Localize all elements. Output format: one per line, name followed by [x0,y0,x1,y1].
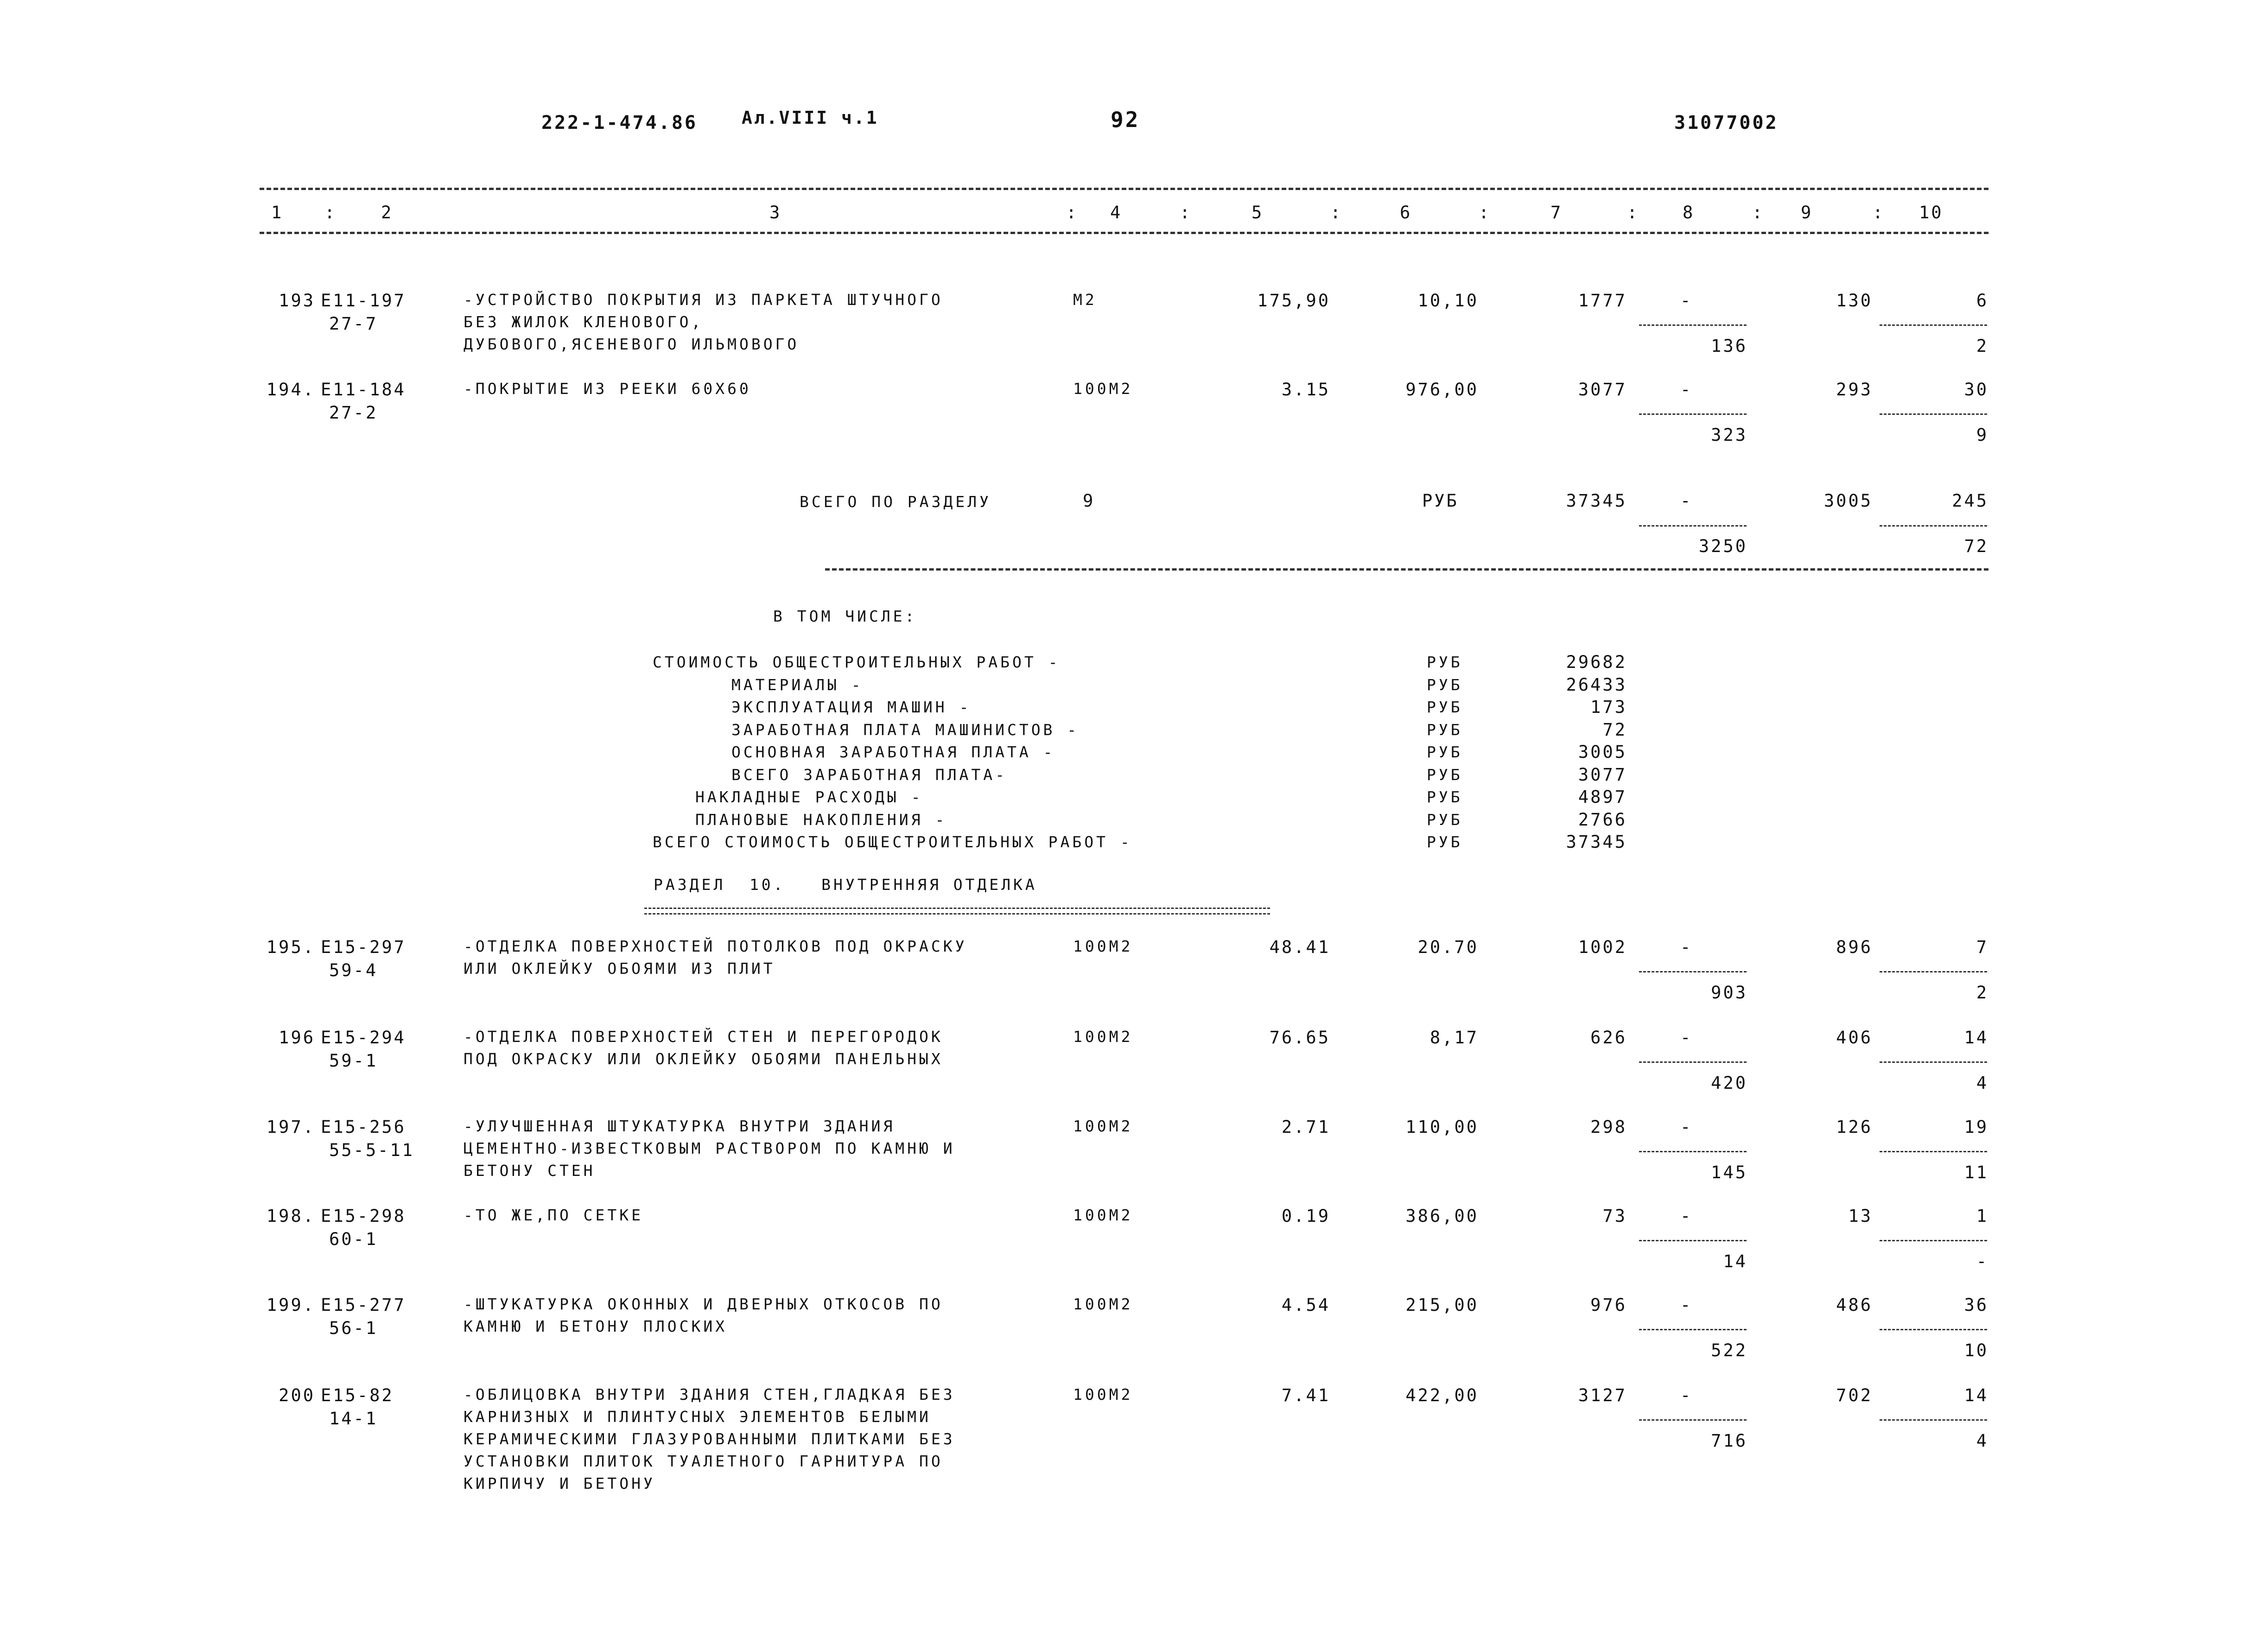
col10-top: 7 [1976,937,1988,957]
breakdown-label: ПЛАНОВЫЕ НАКОПЛЕНИЯ - [695,810,947,829]
section-total-number: 9 [1083,491,1095,511]
rate-code: Е15-256 [321,1117,406,1137]
col8-rule [1639,413,1747,415]
col8-top: - [1680,1295,1693,1315]
section-total-col10-rule [1880,525,1987,527]
col8-top: - [1680,380,1693,400]
unit-of-measure: 100М2 [1073,1295,1133,1313]
unit-price: 20.70 [1417,937,1479,957]
column-number: 1 [271,203,284,222]
section-total-label: ВСЕГО ПО РАЗДЕЛУ [800,493,991,511]
col9-value: 486 [1836,1295,1873,1315]
work-description: -ОБЛИЦОВКА ВНУТРИ ЗДАНИЯ СТЕН,ГЛАДКАЯ БЕЗ [464,1385,955,1404]
section-total-col10-bottom: 72 [1964,536,1988,556]
col10-rule [1880,1240,1987,1241]
row-number: 197. [266,1117,315,1137]
col8-bottom: 323 [1711,425,1747,445]
column-separator: : [1873,203,1885,222]
col10-rule [1880,1329,1987,1330]
section-total-rule [825,568,1988,571]
breakdown-label: СТОИМОСТЬ ОБЩЕСТРОИТЕЛЬНЫХ РАБОТ - [653,653,1061,671]
col8-rule [1639,1061,1747,1063]
rate-code: Е15-294 [321,1028,406,1048]
rate-code: Е15-298 [321,1206,406,1226]
rate-subcode: 59-4 [329,960,378,980]
breakdown-value: 3077 [1578,764,1627,785]
section-total-col10-top: 245 [1952,491,1988,511]
rate-subcode: 60-1 [329,1229,378,1249]
col8-rule [1639,971,1747,972]
col10-rule [1880,971,1987,972]
unit-price: 8,17 [1429,1028,1479,1048]
work-description: -ПОКРЫТИЕ ИЗ РЕЕКИ 60Х60 [464,380,751,398]
col8-bottom: 903 [1711,983,1747,1003]
row-number: 198. [266,1206,315,1226]
breakdown-value: 3005 [1578,742,1627,762]
column-number: 10 [1919,203,1944,222]
col10-top: 19 [1964,1117,1988,1137]
breakdown-label: ЗАРАБОТНАЯ ПЛАТА МАШИНИСТОВ - [731,720,1080,739]
col10-rule [1880,324,1987,326]
unit-price: 110,00 [1405,1117,1479,1137]
work-description: ДУБОВОГО,ЯСЕНЕВОГО ИЛЬМОВОГО [464,335,800,353]
work-description: БЕТОНУ СТЕН [464,1162,596,1180]
col10-bottom: 10 [1964,1340,1988,1360]
breakdown-unit: РУБ [1427,743,1463,761]
quantity: 4.54 [1281,1295,1330,1315]
unit-of-measure: 100М2 [1073,937,1133,955]
breakdown-label: НАКЛАДНЫЕ РАСХОДЫ - [695,788,923,806]
breakdown-unit: РУБ [1427,720,1463,739]
work-description: ПОД ОКРАСКУ ИЛИ ОКЛЕЙКУ ОБОЯМИ ПАНЕЛЬНЫХ [464,1050,943,1068]
section-total-unit: РУБ [1422,491,1459,511]
document-number: 31077002 [1674,112,1779,133]
row-number: 196 [279,1028,315,1048]
col10-rule [1880,1419,1987,1421]
breakdown-unit: РУБ [1427,788,1463,806]
column-separator: : [1752,203,1765,222]
row-number: 199. [266,1295,315,1315]
work-description: БЕЗ ЖИЛОК КЛЕНОВОГО, [464,313,704,331]
header-rule-bottom [260,232,1988,234]
work-description: -ТО ЖЕ,ПО СЕТКЕ [464,1206,644,1224]
quantity: 3.15 [1281,380,1330,400]
rate-subcode: 27-2 [329,403,378,423]
section-total-col8-bottom: 3250 [1698,536,1747,556]
col8-bottom: 420 [1711,1073,1747,1093]
rate-code: Е15-277 [321,1295,406,1315]
col10-bottom: 4 [1976,1073,1988,1093]
breakdown-unit: РУБ [1427,653,1463,671]
including-title: В ТОМ ЧИСЛЕ: [773,607,917,625]
column-number: 9 [1801,203,1813,222]
section-10-title: РАЗДЕЛ 10. ВНУТРЕННЯЯ ОТДЕЛКА [654,876,1037,894]
breakdown-unit: РУБ [1427,765,1463,784]
album-ref: Ал.VIII ч.1 [742,108,879,128]
column-separator: : [1066,203,1079,222]
column-number: 3 [769,203,782,222]
col8-rule [1639,1419,1747,1421]
breakdown-value: 26433 [1566,674,1627,695]
col10-bottom: - [1976,1251,1988,1271]
quantity: 175,90 [1257,291,1330,311]
work-description: -УСТРОЙСТВО ПОКРЫТИЯ ИЗ ПАРКЕТА ШТУЧНОГО [464,291,943,309]
row-number: 194. [266,380,315,400]
col10-top: 6 [1976,291,1988,311]
total-cost: 73 [1602,1206,1627,1226]
col9-value: 293 [1836,380,1873,400]
total-cost: 1777 [1578,291,1627,311]
col9-value: 702 [1836,1385,1873,1405]
unit-price: 215,00 [1405,1295,1479,1315]
column-separator: : [1180,203,1192,222]
col10-rule [1880,1151,1987,1152]
work-description: -ШТУКАТУРКА ОКОННЫХ И ДВЕРНЫХ ОТКОСОВ ПО [464,1295,943,1313]
breakdown-label: ЭКСПЛУАТАЦИЯ МАШИН - [731,698,972,716]
col9-value: 130 [1836,291,1873,311]
unit-price: 976,00 [1405,380,1479,400]
col10-bottom: 2 [1976,983,1988,1003]
work-description: -ОТДЕЛКА ПОВЕРХНОСТЕЙ ПОТОЛКОВ ПОД ОКРАСКУ [464,937,967,955]
work-description: -ОТДЕЛКА ПОВЕРХНОСТЕЙ СТЕН И ПЕРЕГОРОДОК [464,1028,943,1046]
breakdown-label: МАТЕРИАЛЫ - [731,675,864,694]
unit-price: 386,00 [1405,1206,1479,1226]
column-number: 8 [1683,203,1695,222]
quantity: 48.41 [1269,937,1330,957]
section-10-underline-2 [644,913,1270,915]
section-total-value: 37345 [1566,491,1627,511]
quantity: 76.65 [1269,1028,1330,1048]
work-description: КЕРАМИЧЕСКИМИ ГЛАЗУРОВАННЫМИ ПЛИТКАМИ БЕЗ [464,1430,955,1448]
column-number: 6 [1400,203,1412,222]
breakdown-value: 2766 [1578,809,1627,830]
unit-of-measure: 100М2 [1073,1028,1133,1046]
col8-rule [1639,1240,1747,1241]
document-code: 222-1-474.86 [541,112,698,133]
col10-top: 14 [1964,1028,1988,1048]
column-separator: : [324,203,337,222]
col8-top: - [1680,1028,1693,1048]
total-cost: 626 [1590,1028,1627,1048]
column-number: 2 [381,203,394,222]
work-description: КАРНИЗНЫХ И ПЛИНТУСНЫХ ЭЛЕМЕНТОВ БЕЛЫМИ [464,1408,931,1426]
row-number: 195. [266,937,315,957]
col8-bottom: 14 [1723,1251,1747,1271]
work-description: ЦЕМЕНТНО-ИЗВЕСТКОВЫМ РАСТВОРОМ ПО КАМНЮ И [464,1139,955,1157]
rate-code: Е11-184 [321,380,406,400]
row-number: 193 [279,291,315,311]
unit-of-measure: 100М2 [1073,1206,1133,1224]
total-cost: 3127 [1578,1385,1627,1405]
col9-value: 126 [1836,1117,1873,1137]
column-separator: : [1627,203,1639,222]
total-cost: 3077 [1578,380,1627,400]
breakdown-label: ВСЕГО ЗАРАБОТНАЯ ПЛАТА- [731,765,1007,784]
col10-bottom: 4 [1976,1431,1988,1451]
breakdown-value: 72 [1602,719,1627,740]
breakdown-value: 37345 [1566,832,1627,852]
col9-value: 406 [1836,1028,1873,1048]
total-cost: 298 [1590,1117,1627,1137]
rate-code: Е11-197 [321,291,406,311]
col8-bottom: 522 [1711,1340,1747,1360]
col10-rule [1880,1061,1987,1063]
unit-of-measure: М2 [1073,291,1097,309]
work-description: ИЛИ ОКЛЕЙКУ ОБОЯМИ ИЗ ПЛИТ [464,959,775,978]
header-rule-top [260,188,1988,190]
work-description: -УЛУЧШЕННАЯ ШТУКАТУРКА ВНУТРИ ЗДАНИЯ [464,1117,896,1135]
work-description: КИРПИЧУ И БЕТОНУ [464,1474,655,1493]
quantity: 2.71 [1281,1117,1330,1137]
breakdown-unit: РУБ [1427,698,1463,716]
col8-rule [1639,1151,1747,1152]
row-number: 200 [279,1385,315,1405]
breakdown-unit: РУБ [1427,810,1463,829]
unit-price: 10,10 [1417,291,1479,311]
col8-top: - [1680,291,1693,311]
col10-top: 14 [1964,1385,1988,1405]
col8-top: - [1680,937,1693,957]
breakdown-unit: РУБ [1427,833,1463,851]
section-total-col8-rule [1639,525,1747,527]
col8-bottom: 145 [1711,1162,1747,1182]
quantity: 0.19 [1281,1206,1330,1226]
section-total-col8-top: - [1680,491,1693,511]
rate-code: Е15-82 [321,1385,394,1405]
column-number: 7 [1550,203,1563,222]
unit-of-measure: 100М2 [1073,1117,1133,1135]
col8-bottom: 716 [1711,1431,1747,1451]
total-cost: 1002 [1578,937,1627,957]
rate-subcode: 14-1 [329,1409,378,1429]
col10-top: 36 [1964,1295,1988,1315]
unit-of-measure: 100М2 [1073,380,1133,398]
column-number: 4 [1110,203,1123,222]
col10-bottom: 11 [1964,1162,1988,1182]
work-description: УСТАНОВКИ ПЛИТОК ТУАЛЕТНОГО ГАРНИТУРА ПО [464,1452,943,1470]
col8-rule [1639,324,1747,326]
unit-price: 422,00 [1405,1385,1479,1405]
rate-subcode: 55-5-11 [329,1140,414,1160]
breakdown-value: 173 [1590,697,1627,717]
col8-top: - [1680,1117,1693,1137]
unit-of-measure: 100М2 [1073,1385,1133,1404]
section-10-underline [644,908,1270,909]
breakdown-label: ВСЕГО СТОИМОСТЬ ОБЩЕСТРОИТЕЛЬНЫХ РАБОТ - [653,833,1132,851]
rate-subcode: 56-1 [329,1318,378,1338]
rate-subcode: 27-7 [329,314,378,334]
col9-value: 13 [1848,1206,1873,1226]
col10-top: 30 [1964,380,1988,400]
col10-top: 1 [1976,1206,1988,1226]
col10-bottom: 2 [1976,336,1988,356]
total-cost: 976 [1590,1295,1627,1315]
breakdown-value: 4897 [1578,787,1627,807]
column-separator: : [1479,203,1491,222]
work-description: КАМНЮ И БЕТОНУ ПЛОСКИХ [464,1317,728,1335]
col8-top: - [1680,1385,1693,1405]
column-number: 5 [1252,203,1264,222]
breakdown-unit: РУБ [1427,675,1463,694]
col10-bottom: 9 [1976,425,1988,445]
quantity: 7.41 [1281,1385,1330,1405]
col8-top: - [1680,1206,1693,1226]
col8-bottom: 136 [1711,336,1747,356]
page-number: 92 [1111,107,1140,132]
column-separator: : [1330,203,1343,222]
section-total-col9: 3005 [1823,491,1873,511]
breakdown-label: ОСНОВНАЯ ЗАРАБОТНАЯ ПЛАТА - [731,743,1055,761]
col8-rule [1639,1329,1747,1330]
rate-subcode: 59-1 [329,1051,378,1071]
col9-value: 896 [1836,937,1873,957]
breakdown-value: 29682 [1566,652,1627,672]
rate-code: Е15-297 [321,937,406,957]
col10-rule [1880,413,1987,415]
